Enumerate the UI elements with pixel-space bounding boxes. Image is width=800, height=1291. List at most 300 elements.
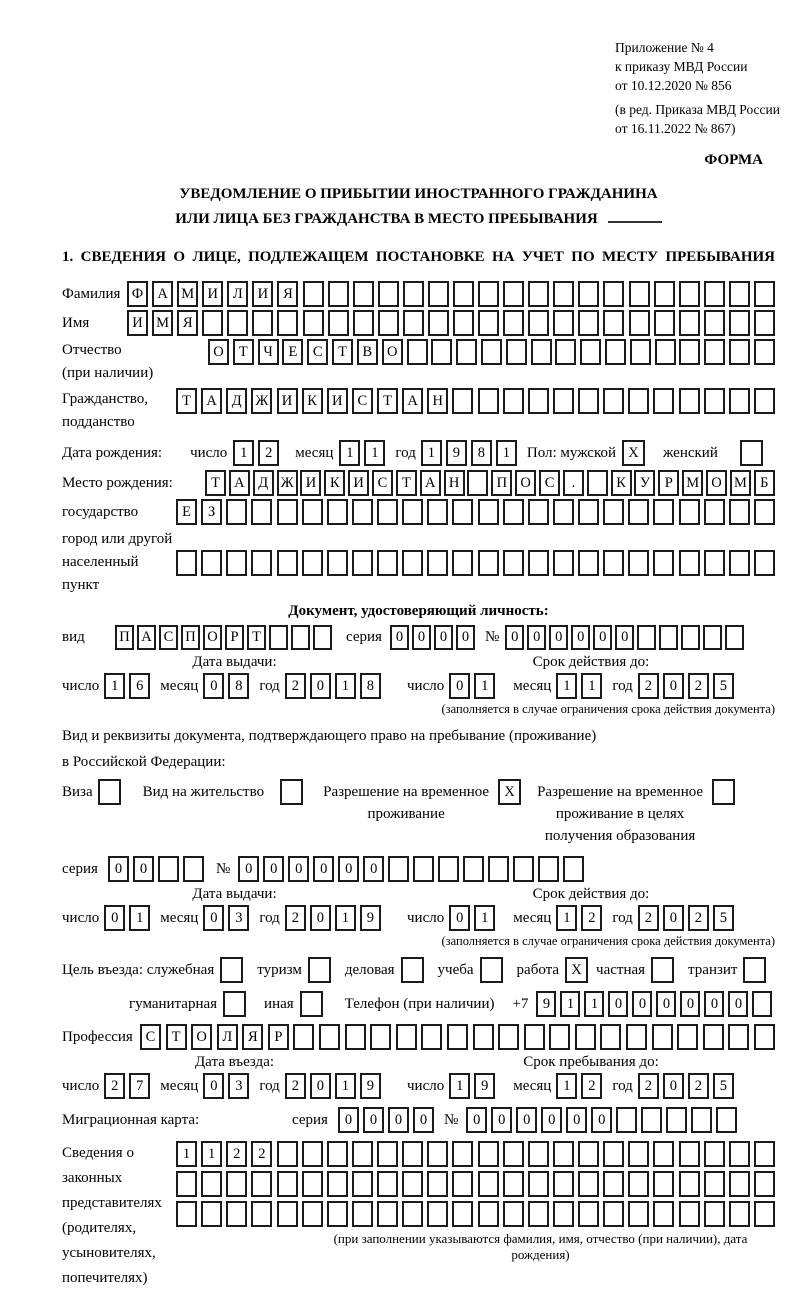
char-cell[interactable]	[729, 388, 750, 414]
char-cell[interactable]	[578, 388, 599, 414]
char-cell[interactable]	[251, 499, 272, 525]
char-cell[interactable]	[653, 499, 674, 525]
id-valid-day-input[interactable]	[449, 673, 495, 699]
char-cell[interactable]	[616, 1107, 637, 1133]
char-cell[interactable]	[704, 1201, 725, 1227]
char-cell[interactable]: 2	[581, 905, 602, 931]
char-cell[interactable]: 0	[663, 1073, 684, 1099]
char-cell[interactable]: 0	[728, 991, 748, 1017]
char-cell[interactable]	[377, 499, 398, 525]
char-cell[interactable]: 0	[449, 905, 470, 931]
char-cell[interactable]: Д	[226, 388, 247, 414]
char-cell[interactable]	[378, 281, 399, 307]
char-cell[interactable]: 0	[656, 991, 676, 1017]
char-cell[interactable]	[528, 388, 549, 414]
char-cell[interactable]	[603, 499, 624, 525]
char-cell[interactable]	[226, 550, 247, 576]
char-cell[interactable]: Т	[332, 339, 353, 365]
char-cell[interactable]	[428, 281, 449, 307]
char-cell[interactable]: И	[127, 310, 148, 336]
char-cell[interactable]	[370, 1024, 391, 1050]
char-cell[interactable]	[302, 550, 323, 576]
char-cell[interactable]	[553, 1171, 574, 1197]
residence-permit-checkbox[interactable]	[280, 779, 303, 805]
char-cell[interactable]: 0	[516, 1107, 537, 1133]
char-cell[interactable]	[327, 1201, 348, 1227]
purpose-business-checkbox[interactable]	[401, 957, 424, 983]
char-cell[interactable]: 1	[474, 673, 495, 699]
char-cell[interactable]	[704, 1171, 725, 1197]
char-cell[interactable]: 1	[556, 905, 577, 931]
char-cell[interactable]: 1	[335, 905, 356, 931]
char-cell[interactable]: П	[181, 625, 200, 650]
char-cell[interactable]	[478, 1141, 499, 1167]
char-cell[interactable]: О	[515, 470, 536, 496]
char-cell[interactable]	[377, 1141, 398, 1167]
phone-input[interactable]	[536, 991, 772, 1017]
char-cell[interactable]	[452, 1171, 473, 1197]
char-cell[interactable]: 8	[228, 673, 249, 699]
char-cell[interactable]: Я	[177, 310, 198, 336]
char-cell[interactable]	[677, 1024, 698, 1050]
char-cell[interactable]	[452, 499, 473, 525]
char-cell[interactable]	[630, 339, 651, 365]
char-cell[interactable]	[553, 1141, 574, 1167]
char-cell[interactable]: У	[634, 470, 655, 496]
char-cell[interactable]: И	[327, 388, 348, 414]
char-cell[interactable]	[563, 856, 584, 882]
char-cell[interactable]	[729, 1201, 750, 1227]
char-cell[interactable]	[402, 1201, 423, 1227]
char-cell[interactable]: О	[706, 470, 727, 496]
char-cell[interactable]	[637, 625, 656, 650]
char-cell[interactable]	[328, 281, 349, 307]
entry-day-input[interactable]	[104, 1073, 150, 1099]
char-cell[interactable]: П	[491, 470, 512, 496]
char-cell[interactable]: С	[372, 470, 393, 496]
char-cell[interactable]: 0	[632, 991, 652, 1017]
char-cell[interactable]	[452, 550, 473, 576]
char-cell[interactable]: 2	[688, 1073, 709, 1099]
char-cell[interactable]: 0	[313, 856, 334, 882]
char-cell[interactable]: 0	[412, 625, 431, 650]
char-cell[interactable]: А	[420, 470, 441, 496]
char-cell[interactable]	[503, 281, 524, 307]
char-cell[interactable]: И	[252, 281, 273, 307]
char-cell[interactable]: Л	[217, 1024, 238, 1050]
char-cell[interactable]	[578, 1141, 599, 1167]
char-cell[interactable]	[478, 550, 499, 576]
char-cell[interactable]	[428, 310, 449, 336]
char-cell[interactable]	[277, 1201, 298, 1227]
char-cell[interactable]	[729, 550, 750, 576]
char-cell[interactable]	[345, 1024, 366, 1050]
char-cell[interactable]	[729, 1141, 750, 1167]
stay-series-input[interactable]	[108, 856, 204, 882]
char-cell[interactable]	[628, 388, 649, 414]
char-cell[interactable]	[202, 310, 223, 336]
char-cell[interactable]	[578, 550, 599, 576]
legal-input-row1[interactable]	[176, 1141, 775, 1167]
char-cell[interactable]	[303, 310, 324, 336]
char-cell[interactable]	[679, 388, 700, 414]
char-cell[interactable]	[603, 281, 624, 307]
birth-year-input[interactable]	[421, 440, 517, 466]
char-cell[interactable]: 5	[713, 1073, 734, 1099]
char-cell[interactable]	[524, 1024, 545, 1050]
char-cell[interactable]	[303, 281, 324, 307]
char-cell[interactable]	[327, 499, 348, 525]
char-cell[interactable]	[754, 1201, 775, 1227]
char-cell[interactable]: 0	[615, 625, 634, 650]
char-cell[interactable]	[452, 388, 473, 414]
char-cell[interactable]	[513, 856, 534, 882]
char-cell[interactable]: 0	[338, 1107, 359, 1133]
char-cell[interactable]	[754, 388, 775, 414]
char-cell[interactable]: С	[307, 339, 328, 365]
char-cell[interactable]: 0	[571, 625, 590, 650]
char-cell[interactable]: Ч	[258, 339, 279, 365]
char-cell[interactable]	[352, 1171, 373, 1197]
char-cell[interactable]	[729, 499, 750, 525]
char-cell[interactable]	[704, 339, 725, 365]
char-cell[interactable]	[277, 1171, 298, 1197]
birthplace-input-row1[interactable]	[205, 470, 775, 496]
char-cell[interactable]	[352, 1201, 373, 1227]
char-cell[interactable]	[641, 1107, 662, 1133]
char-cell[interactable]	[498, 1024, 519, 1050]
char-cell[interactable]: С	[140, 1024, 161, 1050]
stay-number-input[interactable]	[238, 856, 584, 882]
char-cell[interactable]	[396, 1024, 417, 1050]
char-cell[interactable]	[427, 1171, 448, 1197]
doc-number-input[interactable]	[505, 625, 744, 650]
char-cell[interactable]: 1	[176, 1141, 197, 1167]
char-cell[interactable]	[626, 1024, 647, 1050]
char-cell[interactable]	[752, 991, 772, 1017]
char-cell[interactable]	[628, 1171, 649, 1197]
surname-input[interactable]	[127, 281, 775, 307]
char-cell[interactable]: 0	[541, 1107, 562, 1133]
char-cell[interactable]	[754, 499, 775, 525]
char-cell[interactable]: 1	[339, 440, 360, 466]
char-cell[interactable]	[704, 1141, 725, 1167]
char-cell[interactable]: 0	[663, 673, 684, 699]
citizenship-input[interactable]	[176, 388, 775, 414]
char-cell[interactable]: А	[137, 625, 156, 650]
char-cell[interactable]: 2	[258, 440, 279, 466]
purpose-work-checkbox[interactable]: X	[565, 957, 588, 983]
char-cell[interactable]	[226, 1171, 247, 1197]
char-cell[interactable]: 1	[556, 673, 577, 699]
purpose-transit-checkbox[interactable]	[743, 957, 766, 983]
char-cell[interactable]: С	[159, 625, 178, 650]
birth-month-input[interactable]	[339, 440, 385, 466]
char-cell[interactable]: 7	[129, 1073, 150, 1099]
id-valid-month-input[interactable]	[556, 673, 602, 699]
char-cell[interactable]	[478, 388, 499, 414]
char-cell[interactable]	[456, 339, 477, 365]
char-cell[interactable]	[378, 310, 399, 336]
char-cell[interactable]	[553, 388, 574, 414]
char-cell[interactable]	[603, 310, 624, 336]
char-cell[interactable]	[427, 550, 448, 576]
char-cell[interactable]	[327, 1141, 348, 1167]
char-cell[interactable]: 0	[456, 625, 475, 650]
char-cell[interactable]: К	[324, 470, 345, 496]
char-cell[interactable]	[653, 1201, 674, 1227]
char-cell[interactable]	[653, 388, 674, 414]
char-cell[interactable]	[277, 1141, 298, 1167]
char-cell[interactable]	[377, 1171, 398, 1197]
char-cell[interactable]: 2	[285, 905, 306, 931]
char-cell[interactable]: 1	[364, 440, 385, 466]
char-cell[interactable]	[628, 550, 649, 576]
char-cell[interactable]	[403, 281, 424, 307]
char-cell[interactable]: А	[229, 470, 250, 496]
char-cell[interactable]	[528, 499, 549, 525]
char-cell[interactable]	[503, 550, 524, 576]
char-cell[interactable]	[503, 1171, 524, 1197]
char-cell[interactable]: 2	[638, 905, 659, 931]
id-issue-day-input[interactable]	[104, 673, 150, 699]
char-cell[interactable]: С	[539, 470, 560, 496]
char-cell[interactable]	[603, 1141, 624, 1167]
entry-year-input[interactable]	[285, 1073, 381, 1099]
char-cell[interactable]: 1	[104, 673, 125, 699]
char-cell[interactable]	[427, 1201, 448, 1227]
char-cell[interactable]: Д	[253, 470, 274, 496]
char-cell[interactable]	[666, 1107, 687, 1133]
char-cell[interactable]	[600, 1024, 621, 1050]
char-cell[interactable]: 1	[556, 1073, 577, 1099]
char-cell[interactable]	[728, 1024, 749, 1050]
birthplace-input-row3[interactable]	[176, 550, 775, 576]
char-cell[interactable]: Н	[427, 388, 448, 414]
char-cell[interactable]: 9	[474, 1073, 495, 1099]
char-cell[interactable]: М	[177, 281, 198, 307]
char-cell[interactable]	[226, 1201, 247, 1227]
char-cell[interactable]	[421, 1024, 442, 1050]
char-cell[interactable]: К	[302, 388, 323, 414]
char-cell[interactable]	[302, 499, 323, 525]
char-cell[interactable]	[291, 625, 310, 650]
char-cell[interactable]	[754, 281, 775, 307]
char-cell[interactable]: П	[115, 625, 134, 650]
char-cell[interactable]	[603, 1171, 624, 1197]
stayuntil-day-input[interactable]	[449, 1073, 495, 1099]
id-issue-month-input[interactable]	[203, 673, 249, 699]
char-cell[interactable]	[251, 550, 272, 576]
name-input[interactable]	[127, 310, 775, 336]
char-cell[interactable]: 1	[201, 1141, 222, 1167]
entry-month-input[interactable]	[203, 1073, 249, 1099]
char-cell[interactable]	[754, 339, 775, 365]
id-issue-year-input[interactable]	[285, 673, 381, 699]
char-cell[interactable]	[327, 550, 348, 576]
char-cell[interactable]: 8	[471, 440, 492, 466]
char-cell[interactable]: О	[191, 1024, 212, 1050]
char-cell[interactable]	[528, 1201, 549, 1227]
char-cell[interactable]	[654, 281, 675, 307]
char-cell[interactable]: 1	[421, 440, 442, 466]
char-cell[interactable]: 0	[338, 856, 359, 882]
char-cell[interactable]	[176, 550, 197, 576]
char-cell[interactable]	[377, 1201, 398, 1227]
char-cell[interactable]: 2	[688, 905, 709, 931]
char-cell[interactable]	[729, 1171, 750, 1197]
char-cell[interactable]	[252, 310, 273, 336]
char-cell[interactable]	[453, 281, 474, 307]
char-cell[interactable]	[654, 310, 675, 336]
purpose-tourism-checkbox[interactable]	[308, 957, 331, 983]
char-cell[interactable]	[679, 339, 700, 365]
char-cell[interactable]	[352, 1141, 373, 1167]
char-cell[interactable]: Т	[396, 470, 417, 496]
char-cell[interactable]	[754, 1141, 775, 1167]
char-cell[interactable]: А	[201, 388, 222, 414]
char-cell[interactable]: 1	[496, 440, 517, 466]
char-cell[interactable]	[528, 1141, 549, 1167]
char-cell[interactable]	[503, 388, 524, 414]
char-cell[interactable]	[628, 1201, 649, 1227]
char-cell[interactable]	[716, 1107, 737, 1133]
sex-male-checkbox[interactable]: X	[622, 440, 645, 466]
char-cell[interactable]	[503, 499, 524, 525]
char-cell[interactable]	[478, 281, 499, 307]
sex-female-checkbox[interactable]	[740, 440, 763, 466]
id-valid-year-input[interactable]	[638, 673, 734, 699]
char-cell[interactable]: 0	[310, 905, 331, 931]
char-cell[interactable]	[313, 625, 332, 650]
stay-valid-day-input[interactable]	[449, 905, 495, 931]
char-cell[interactable]	[681, 625, 700, 650]
char-cell[interactable]	[413, 856, 434, 882]
visa-checkbox[interactable]	[98, 779, 121, 805]
purpose-humanitarian-checkbox[interactable]	[223, 991, 246, 1017]
char-cell[interactable]	[679, 550, 700, 576]
char-cell[interactable]: 9	[360, 905, 381, 931]
char-cell[interactable]	[402, 1141, 423, 1167]
char-cell[interactable]	[176, 1171, 197, 1197]
char-cell[interactable]: 0	[363, 1107, 384, 1133]
char-cell[interactable]: Ж	[251, 388, 272, 414]
char-cell[interactable]	[679, 310, 700, 336]
char-cell[interactable]: .	[563, 470, 584, 496]
char-cell[interactable]	[377, 550, 398, 576]
char-cell[interactable]: И	[348, 470, 369, 496]
char-cell[interactable]	[679, 1201, 700, 1227]
char-cell[interactable]: Я	[242, 1024, 263, 1050]
char-cell[interactable]	[605, 339, 626, 365]
char-cell[interactable]	[481, 339, 502, 365]
char-cell[interactable]: 0	[491, 1107, 512, 1133]
legal-input-row3[interactable]	[176, 1201, 775, 1227]
char-cell[interactable]	[302, 1171, 323, 1197]
char-cell[interactable]: И	[300, 470, 321, 496]
char-cell[interactable]	[463, 856, 484, 882]
stay-issue-month-input[interactable]	[203, 905, 249, 931]
char-cell[interactable]: С	[352, 388, 373, 414]
char-cell[interactable]	[704, 550, 725, 576]
purpose-official-checkbox[interactable]	[220, 957, 243, 983]
char-cell[interactable]	[555, 339, 576, 365]
char-cell[interactable]: М	[730, 470, 751, 496]
char-cell[interactable]: Я	[277, 281, 298, 307]
char-cell[interactable]	[438, 856, 459, 882]
char-cell[interactable]	[201, 550, 222, 576]
char-cell[interactable]	[578, 310, 599, 336]
char-cell[interactable]: 2	[688, 673, 709, 699]
char-cell[interactable]: 1	[335, 673, 356, 699]
legal-input-row2[interactable]	[176, 1171, 775, 1197]
char-cell[interactable]	[703, 625, 722, 650]
char-cell[interactable]	[478, 1171, 499, 1197]
char-cell[interactable]	[679, 499, 700, 525]
char-cell[interactable]: 0	[203, 673, 224, 699]
char-cell[interactable]	[473, 1024, 494, 1050]
stay-issue-day-input[interactable]	[104, 905, 150, 931]
char-cell[interactable]	[427, 499, 448, 525]
birth-day-input[interactable]	[233, 440, 279, 466]
stayuntil-year-input[interactable]	[638, 1073, 734, 1099]
char-cell[interactable]	[578, 499, 599, 525]
char-cell[interactable]	[506, 339, 527, 365]
char-cell[interactable]	[352, 499, 373, 525]
char-cell[interactable]: 1	[233, 440, 254, 466]
char-cell[interactable]	[388, 856, 409, 882]
char-cell[interactable]: 0	[466, 1107, 487, 1133]
char-cell[interactable]: 8	[360, 673, 381, 699]
char-cell[interactable]	[302, 1201, 323, 1227]
char-cell[interactable]	[754, 1024, 775, 1050]
char-cell[interactable]: 0	[363, 856, 384, 882]
char-cell[interactable]: А	[152, 281, 173, 307]
char-cell[interactable]: О	[382, 339, 403, 365]
char-cell[interactable]: А	[402, 388, 423, 414]
char-cell[interactable]	[578, 1201, 599, 1227]
char-cell[interactable]	[653, 1141, 674, 1167]
char-cell[interactable]	[269, 625, 288, 650]
char-cell[interactable]: 1	[335, 1073, 356, 1099]
purpose-study-checkbox[interactable]	[480, 957, 503, 983]
char-cell[interactable]: 2	[285, 673, 306, 699]
char-cell[interactable]: 1	[474, 905, 495, 931]
char-cell[interactable]	[629, 310, 650, 336]
patronymic-input[interactable]	[208, 339, 775, 365]
char-cell[interactable]: 0	[263, 856, 284, 882]
char-cell[interactable]: 0	[104, 905, 125, 931]
temp-residence-edu-checkbox[interactable]	[712, 779, 735, 805]
char-cell[interactable]	[679, 1141, 700, 1167]
char-cell[interactable]	[447, 1024, 468, 1050]
char-cell[interactable]: Т	[166, 1024, 187, 1050]
char-cell[interactable]	[402, 499, 423, 525]
char-cell[interactable]: 6	[129, 673, 150, 699]
char-cell[interactable]	[679, 281, 700, 307]
char-cell[interactable]: 0	[593, 625, 612, 650]
char-cell[interactable]: 1	[584, 991, 604, 1017]
char-cell[interactable]: 2	[251, 1141, 272, 1167]
stay-valid-year-input[interactable]	[638, 905, 734, 931]
char-cell[interactable]	[725, 625, 744, 650]
char-cell[interactable]: 9	[536, 991, 556, 1017]
char-cell[interactable]: 0	[413, 1107, 434, 1133]
char-cell[interactable]	[251, 1171, 272, 1197]
char-cell[interactable]	[353, 281, 374, 307]
char-cell[interactable]: З	[201, 499, 222, 525]
profession-input[interactable]	[140, 1024, 775, 1050]
